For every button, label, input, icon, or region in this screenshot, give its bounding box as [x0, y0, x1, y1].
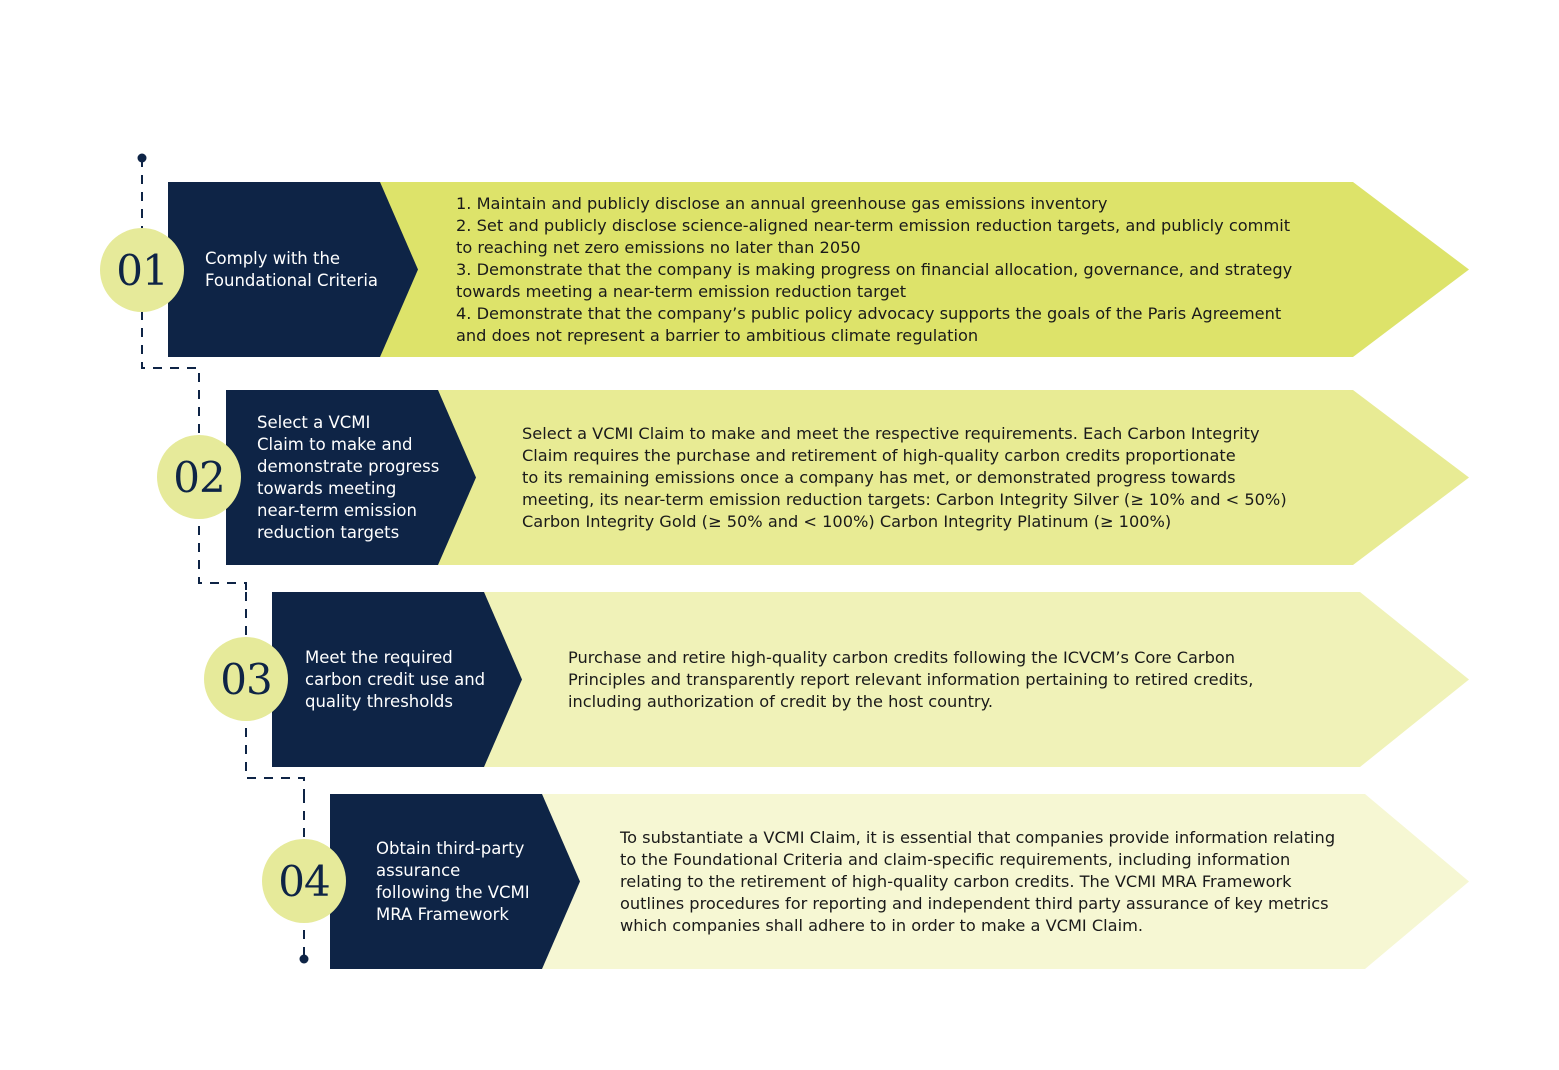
step-01-description-line: 1. Maintain and publicly disclose an annual greenhouse gas emissions inventory	[456, 193, 1108, 213]
step-04-title-line: Obtain third-party	[376, 838, 525, 858]
step-02-description-line: Claim requires the purchase and retirement of high-quality carbon credits proportionate	[522, 445, 1236, 465]
step-03-title-line: carbon credit use and	[305, 669, 486, 689]
step-04-description-line: which companies shall adhere to in order to make a VCMI Claim.	[620, 915, 1143, 935]
step-02	[226, 390, 1469, 565]
step-01-description-line: and does not represent a barrier to ambitious climate regulation	[456, 325, 979, 345]
step-02-title	[257, 390, 467, 565]
step-04-title-line: following the VCMI	[376, 882, 530, 902]
step-01-description-line: to reaching net zero emissions no later than 2050	[456, 237, 861, 257]
step-01-title-line: Comply with the	[205, 248, 341, 268]
step-04-title	[376, 794, 571, 969]
step-03-title	[305, 592, 515, 767]
step-01-title	[205, 182, 405, 357]
step-02-title-line: reduction targets	[257, 522, 400, 542]
step-02-number: 02	[157, 435, 241, 519]
step-04-description-line: relating to the retirement of high-quality carbon credits. The VCMI MRA Framework	[620, 871, 1292, 891]
step-03-title-line: quality thresholds	[305, 691, 453, 711]
step-02-description-line: Select a VCMI Claim to make and meet the respective requirements. Each Carbon Integrity	[522, 423, 1260, 443]
step-03-title-line: Meet the required	[305, 647, 453, 667]
step-03-number: 03	[204, 637, 288, 721]
step-04-number: 04	[262, 839, 346, 923]
step-01	[168, 182, 1469, 357]
step-01-title-line: Foundational Criteria	[205, 270, 379, 290]
step-03-description	[568, 592, 1428, 767]
step-02-description-line: meeting, its near-term emission reduction targets: Carbon Integrity Silver (≥ 10% and < 50%)	[522, 489, 1287, 509]
step-01-description-line: 3. Demonstrate that the company is making progress on financial allocation, governance, and strategy	[456, 259, 1293, 279]
step-02-description-line: Carbon Integrity Gold (≥ 50% and < 100%) Carbon Integrity Platinum (≥ 100%)	[522, 511, 1172, 531]
step-02-description-line: to its remaining emissions once a company has met, or demonstrated progress towards	[522, 467, 1236, 487]
step-02-description	[522, 390, 1402, 565]
step-02-title-line: Select a VCMI	[257, 412, 371, 432]
connector-end-dot	[300, 955, 309, 964]
step-03	[272, 592, 1469, 767]
step-03-description-line: including authorization of credit by the host country.	[568, 691, 993, 711]
step-04-description-line: outlines procedures for reporting and independent third party assurance of key metrics	[620, 893, 1329, 913]
step-01-description	[456, 182, 1356, 357]
step-02-title-line: Claim to make and	[257, 434, 413, 454]
step-01-number: 01	[100, 228, 184, 312]
connector-start-dot	[138, 154, 147, 163]
step-03-description-line: Principles and transparently report relevant information pertaining to retired credits,	[568, 669, 1254, 689]
step-04-title-line: assurance	[376, 860, 461, 880]
step-01-description-line: towards meeting a near-term emission reduction target	[456, 281, 907, 301]
step-04-title-line: MRA Framework	[376, 904, 509, 924]
step-03-description-line: Purchase and retire high-quality carbon credits following the ICVCM’s Core Carbon	[568, 647, 1236, 667]
step-02-title-line: demonstrate progress	[257, 456, 440, 476]
step-04-description-line: to the Foundational Criteria and claim-specific requirements, including information	[620, 849, 1291, 869]
step-02-title-line: towards meeting	[257, 478, 397, 498]
step-04	[330, 794, 1469, 969]
step-01-description-line: 4. Demonstrate that the company’s public policy advocacy supports the goals of the Paris Agreement	[456, 303, 1282, 323]
step-02-title-line: near-term emission	[257, 500, 417, 520]
step-04-description-line: To substantiate a VCMI Claim, it is essential that companies provide information relating	[620, 827, 1336, 847]
step-04-description	[620, 794, 1420, 969]
step-01-description-line: 2. Set and publicly disclose science-aligned near-term emission reduction targets, and publicly commit	[456, 215, 1291, 235]
